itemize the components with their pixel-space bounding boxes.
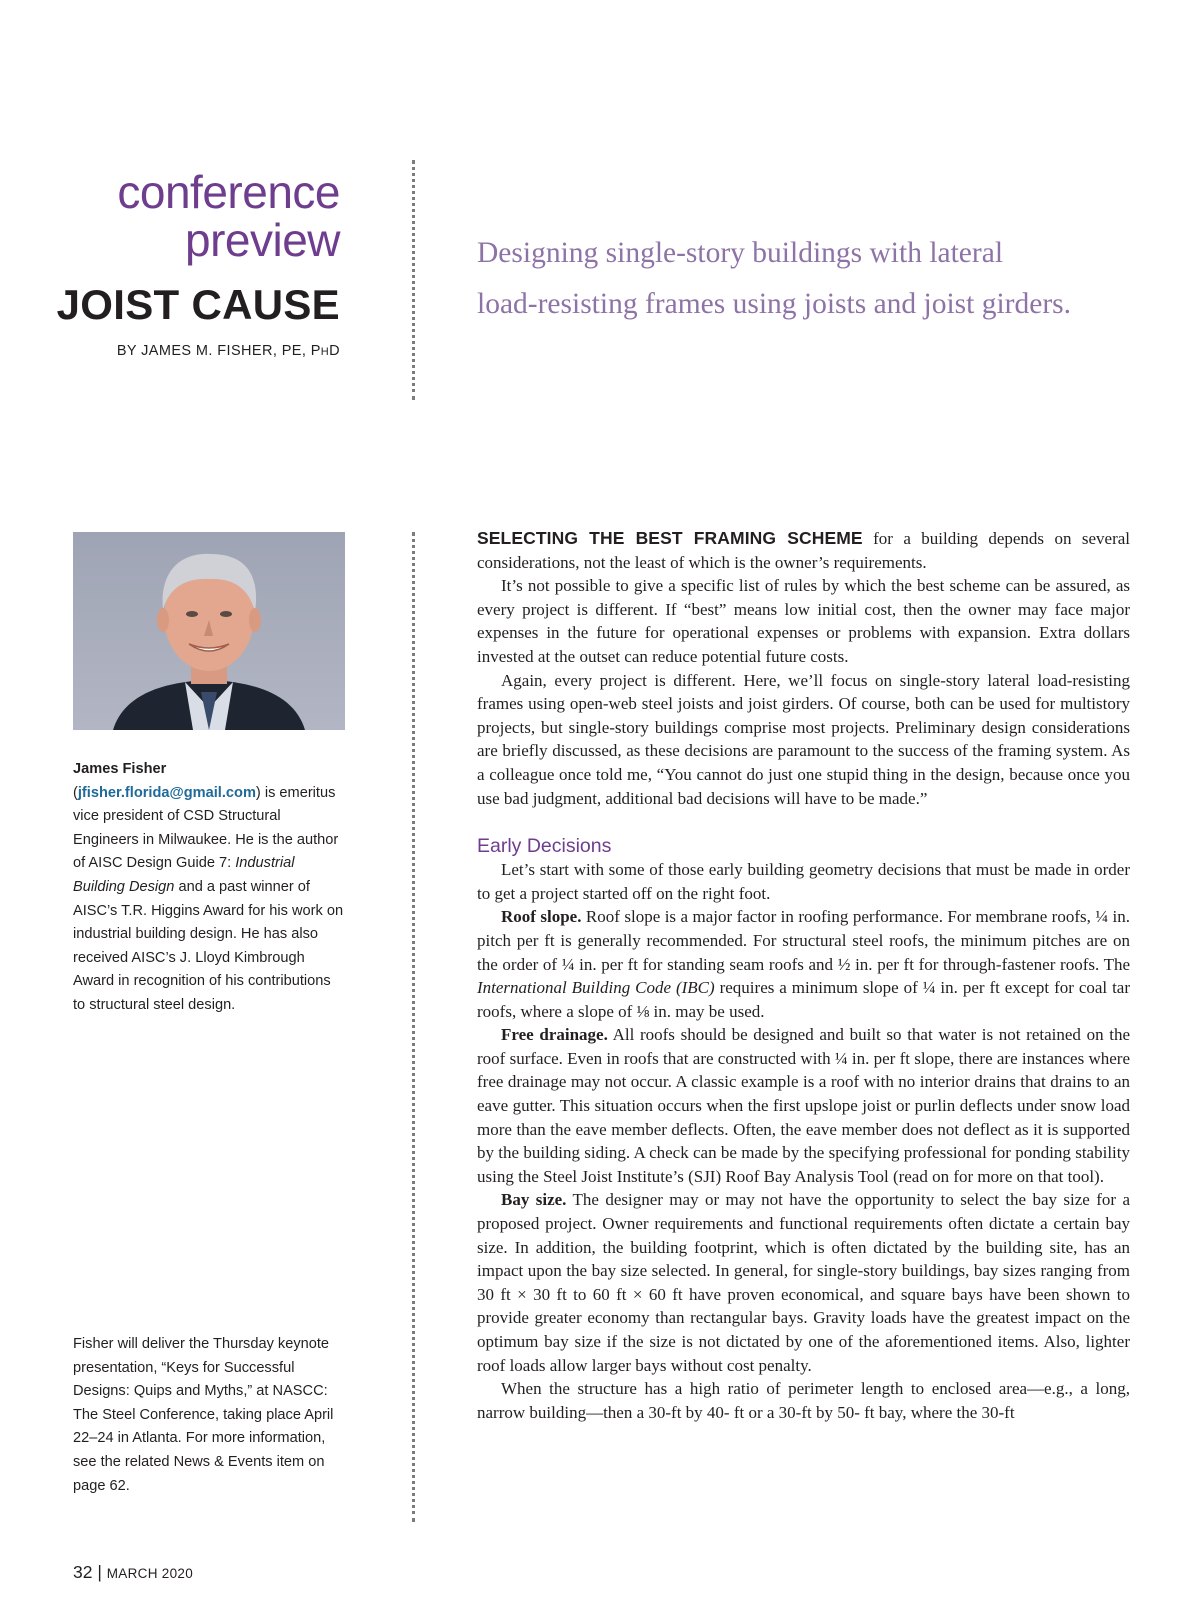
article-title: JOIST CAUSE [56,281,340,328]
dotted-divider-bottom [412,532,415,1522]
paragraph: Again, every project is different. Here, we’ll focus on single-story lateral load-resisting frames using open-web steel joists and joist girders. Of course, both can be used for multistory projects, but single-story buildings comprise most projects. Preliminary design considerations are briefly discussed, as these decisions are paramount to the success of the framing system. As a colleague once told me, “You cannot do just one stupid thing in the design, because once you use bad judgment, additional bad decisions will have to be made.” [477,670,1130,808]
lead-rest: for a building depends on several considerations, not the least of which is the owner’s requirements. [477,529,1130,572]
paragraph: Let’s start with some of those early building geometry decisions that must be made in order to get a project started off on the right foot. [477,860,1130,903]
kicker-line-2: preview [184,214,340,266]
paragraph-text: Roof slope is a major factor in roofing performance. For membrane roofs, ¼ in. pitch per ft is generally recommended. For structural steel roofs, the minimum pitches are on the order of ¼ in. per ft for standing seam roofs and ½ in. per ft for through-fastener roofs. The [477,907,1130,974]
byline-degree-sc: H [320,346,330,358]
section-kicker [117,168,340,264]
section-heading: Early Decisions [477,835,612,858]
footer-separator: | [92,1562,107,1582]
paragraph: It’s not possible to give a specific list of rules by which the best scheme can be assured, as every project is different. If “best” means low initial cost, then the owner may face major expenses in the future for operational expenses or problems with expansion. Extra dollars invested at the outset can reduce potential future costs. [477,576,1130,666]
author-photo [73,532,345,730]
paragraph-text: All roofs should be designed and built so that water is not retained on the roof surface. Even in roofs that are constructed with ¼ in. per ft slope, there are instances where free drainage may not occur. A classic example is a roof with no interior drains that drains to an eave gutter. This situation occurs when the first upslope joist or purlin deflects under snow load more than the eave member deflects. Often, the eave member does not deflect as it is supported by the building siding. A check can be made by the specifying professional for ponding stability using the Steel Joist Institute’s (SJI) Roof Bay Analysis Tool (read on for more on that tool). [477,1025,1131,1186]
bio-text: ) is emeritus vice president of CSD Structural Engineers in Milwaukee. He is the author of AISC Design Guide 7: [73,784,339,872]
byline-text: BY JAMES M. FISHER, PE, P [116,343,321,359]
paragraph: When the structure has a high ratio of perimeter length to enclosed area—e.g., a long, narrow building—then a 30-ft by 40- ft or a 30-ft by 50- ft bay, where the 30-ft [477,1379,1130,1422]
bio-book-title: Industrial Building Design [73,855,295,895]
paragraph-text: The designer may or may not have the opportunity to select the bay size for a proposed project. Owner requirements and functional requirements often dictate a certain bay size. In addition, the building footprint, which is often dictated by the building site, has an impact upon the bay size selected. In general, for single-story buildings, bay sizes ranging from 30 ft × 30 ft to 60 ft × 60 ft have proven economical, and square bays have been shown to provide greater economy than rectangular bays. Gravity loads have the greatest impact on the optimum bay size if the size is not dictated by one of the aforementioned items. Also, lighter roof loads allow larger bays without cost penalty. [477,1190,1130,1375]
deck-line-2: load-resisting frames using joists and joist girders. [477,288,1072,320]
lead-in: SELECTING THE BEST FRAMING SCHEME [477,528,863,548]
keynote-note: Fisher will deliver the Thursday keynote presentation, “Keys for Successful Designs: Quips and Myths,” at NASCC: The Steel Conference, taking place April 22–24 in Atlanta. For more information, see the related News & Events item on page 62. [73,1336,334,1494]
issue-date: MARCH 2020 [106,1566,194,1581]
paragraph-roof-slope [477,905,1130,1023]
paragraph-lead [477,527,1130,574]
code-title: International Building Code (IBC) [477,978,715,998]
deck-subtitle [477,228,1127,330]
bio-paren: ( [73,784,78,801]
article-body [477,527,1130,1424]
paragraph-free-drainage [477,1023,1130,1188]
run-in-head: Bay size. [501,1190,567,1210]
bio-email-link[interactable]: jfisher.florida@gmail.com [77,784,256,801]
bio-name: James Fisher [73,761,167,777]
run-in-head: Free drainage. [501,1025,608,1045]
page-footer [73,1562,193,1583]
byline-degree-end: D [329,343,340,359]
bio-text-end: and a past winner of AISC’s T.R. Higgins Award for his work on industrial building design. He has also received AISC’s J. Lloyd Kimbrough Award in recognition of his contributions to structural steel design. [73,878,344,1013]
page-number: 32 [73,1562,93,1582]
byline [117,343,340,359]
paragraph-text: requires a minimum slope of ¼ in. per ft except for coal tar roofs, where a slope of ⅛ in. may be used. [477,978,1131,1021]
run-in-head: Roof slope. [501,907,582,927]
dotted-divider-top [412,160,415,400]
author-portrait-icon [73,532,345,730]
kicker-line-1: conference [117,166,340,218]
author-bio [73,758,345,1018]
paragraph-bay-size [477,1188,1130,1377]
deck-line-1: Designing single-story buildings with lateral [477,237,1004,269]
